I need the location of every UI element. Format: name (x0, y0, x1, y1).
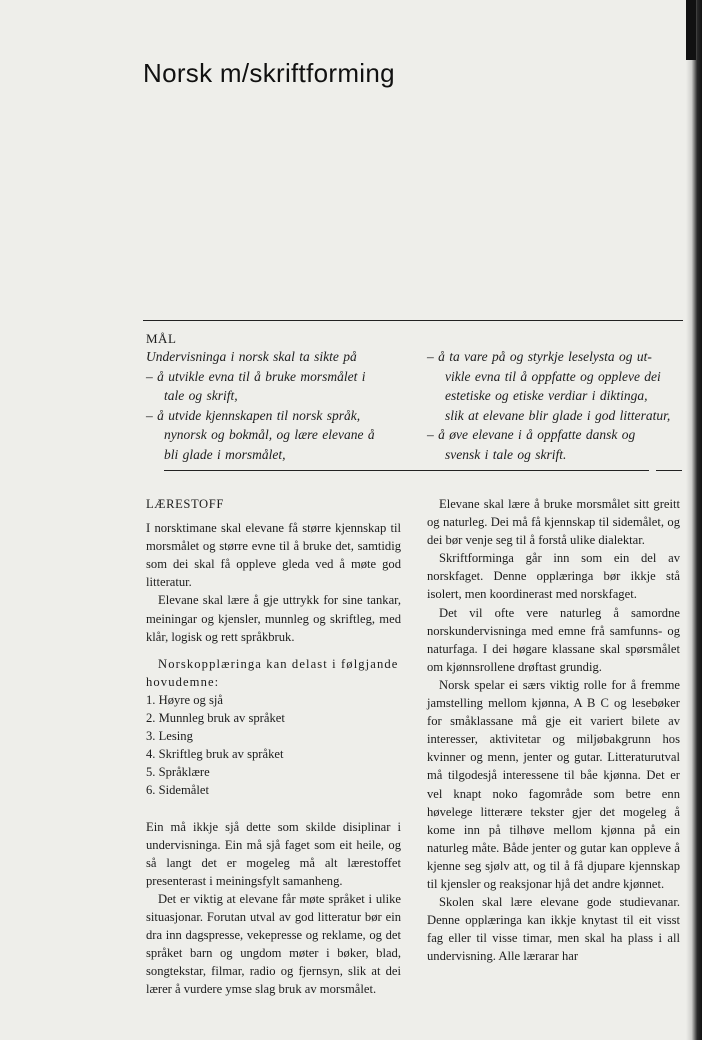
mal-left-column (146, 347, 406, 464)
list-item: 2. Munnleg bruk av språket (146, 711, 285, 726)
mal-right-line: – å øve elevane i å oppfatte dansk og (427, 427, 636, 442)
paragraph: Elevane skal lære å bruke morsmålet sitt greitt og naturleg. Dei må få kjennskap til sidemålet, og dei bør venje seg til å forstå ulike dialektar. (427, 497, 680, 548)
paragraph: Skolen skal lære elevane gode studievanar. Denne opplæringa kan ikkje knytast til eit visst fag eller til visse timar, men skal ha plass i all undervisning. Alle lærarar har (427, 895, 680, 964)
scan-edge-shadow (686, 0, 702, 1040)
bottom-rule (164, 470, 649, 471)
mal-heading: MÅL (146, 331, 177, 346)
page-title: Norsk m/skriftforming (143, 58, 395, 88)
top-rule (143, 320, 683, 321)
scan-edge-corner (686, 0, 696, 60)
paragraph: Det er viktig at elevane får møte språket i ulike situasjonar. Forutan utval av god litteratur bør ein dra inn dagspresse, vekepresse og reklame, og det språket barn og ungdom møter i bøker, blad, songtekstar, filmar, radio og fjernsyn, slik at dei lærer å vurdere ymse slag bruk av morsmålet. (146, 891, 401, 997)
mal-right-column (427, 347, 689, 464)
mal-left-line: bli glade i morsmålet, (164, 446, 286, 462)
paragraph: I norsktimane skal elevane få større kjennskap til morsmålet og større evne til å bruke det, samtidig som dei skal få oppleve gleda ved å møte god litteratur. (146, 521, 401, 590)
right-text-column (427, 495, 680, 965)
topic-list (146, 691, 401, 800)
paragraph: Det vil ofte vere naturleg å samordne norskundervisninga med emne frå samfunns- og naturfaga. I dei høgare klassane skal spørsmålet om kjønnsrollene drøftast grundig. (427, 605, 680, 674)
paragraph: Elevane skal lære å gje uttrykk for sine tankar, meiningar og kjensler, munnleg og skriftleg, med klår, logisk og rett språkbruk. (146, 593, 401, 644)
list-item: 1. Høyre og sjå (146, 692, 223, 707)
list-item: 6. Sidemålet (146, 783, 209, 798)
list-intro: Norskopplæringa kan delast i følgjande hovudemne: (146, 656, 399, 689)
mal-left-line: – å utvikle evna til å bruke morsmålet i (146, 368, 366, 384)
list-item: 4. Skriftleg bruk av språket (146, 747, 284, 762)
mal-right-line: svensk i tale og skrift. (445, 446, 567, 462)
spacer (146, 800, 401, 818)
list-item: 3. Lesing (146, 729, 193, 744)
laerestoff-column (146, 495, 401, 998)
mal-right-line: slik at elevane blir glade i god litteratur, (445, 407, 671, 423)
list-item: 5. Språklære (146, 765, 210, 780)
spacer (146, 646, 401, 655)
mal-left-line: tale og skrift, (164, 388, 238, 403)
paragraph: Norsk spelar ei særs viktig rolle for å fremme jamstelling mellom kjønna, A B C og lesebøker for småklassane må gje eit variert bilete av interesser, aktivitetar og miljøbakgrunn hos kvinner og menn, jenter og gutar. Litteraturutval må tilgodesjå interessene til båe kjønna. Det er vel knapt noko fagområde som betre enn høvelege litterære tekster gjer det mogeleg å kome inn på tilhøve mellom kjønna på ein naturleg måte. Både jenter og gutar kan oppleve å kjenne seg sjølv att, og til å få djupare kjennskap til kjensler og reaksjonar hjå det andre kjønnet. (427, 677, 680, 891)
paragraph: Skriftforminga går inn som ein del av norskfaget. Denne opplæringa bør ikkje stå isolert, men koordinerast med norskfaget. (427, 551, 680, 602)
mal-left-line: – å utvide kjennskapen til norsk språk, (146, 407, 361, 423)
paragraph: Ein må ikkje sjå dette som skilde disiplinar i undervisninga. Ein må sjå faget som eit heile, og så langt det er mogeleg må alt lærestoffet presenterast i meiningsfylt samanheng. (146, 819, 401, 888)
mal-left-line: nynorsk og bokmål, og lære elevane å (164, 427, 375, 442)
bottom-rule-right (656, 470, 682, 471)
mal-right-line: vikle evna til å oppfatte og oppleve dei (445, 368, 661, 384)
mal-right-line: estetiske og etiske verdiar i diktinga, (445, 388, 648, 403)
mal-left-line: Undervisninga i norsk skal ta sikte på (146, 349, 357, 364)
laerestoff-heading: LÆRESTOFF (146, 497, 224, 511)
mal-right-line: – å ta vare på og styrkje leselysta og ut- (427, 349, 652, 364)
